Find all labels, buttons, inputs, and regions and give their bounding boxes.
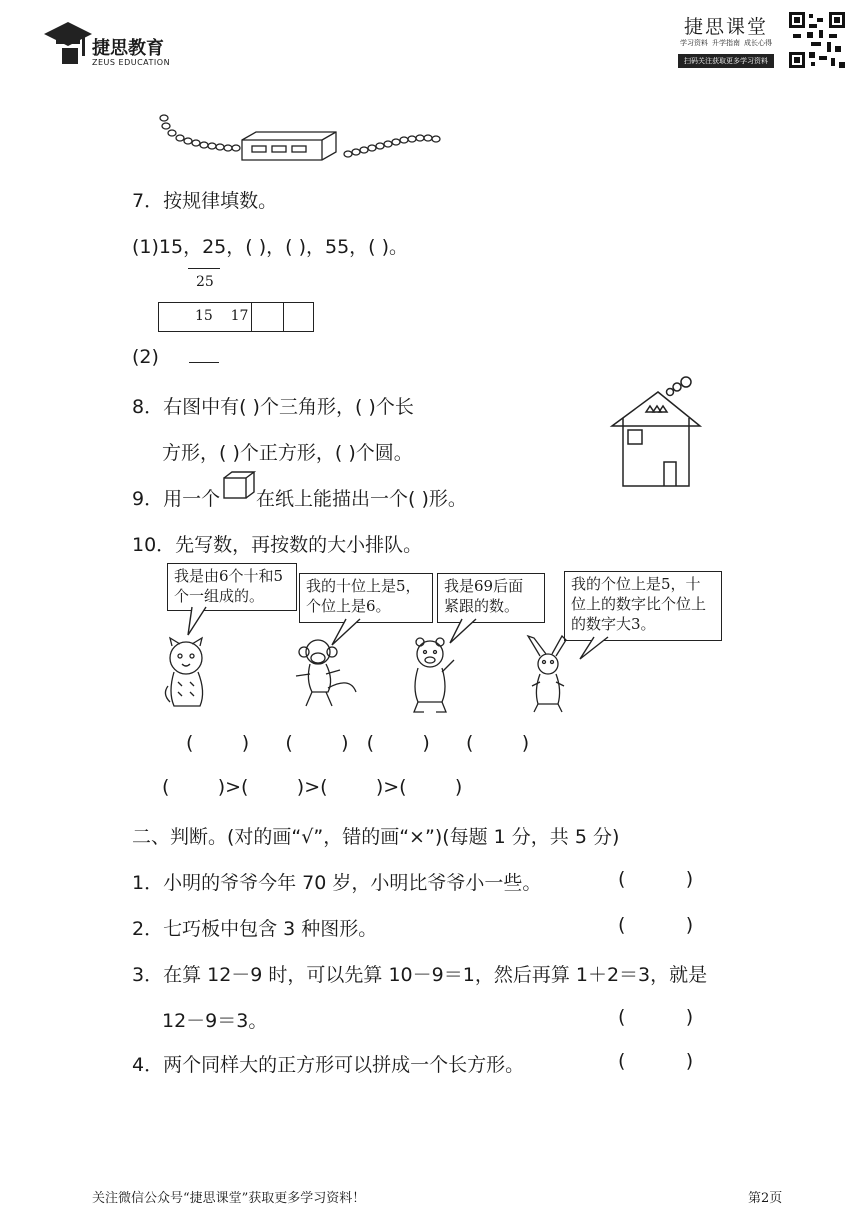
brand-tag-2: 升学指南 [712, 39, 740, 47]
logo-subtext: ZEUS EDUCATION [92, 58, 171, 67]
q8-line2: 方形，( )个正方形，( )个圆。 [162, 442, 413, 464]
q10-order-row: ( )>( )>( )>( ) [162, 776, 463, 798]
judge-paren-4: ( ) [618, 1050, 694, 1072]
tiger-icon [165, 638, 202, 706]
judge-item-4: 4．两个同样大的正方形可以拼成一个长方形。 [132, 1054, 525, 1076]
q7-part2-label: (2) [132, 346, 159, 368]
q10-answer-row: ( ) ( ) ( ) ( ) [186, 732, 530, 754]
q7-box-row [158, 302, 314, 332]
judge-paren-1: ( ) [618, 868, 694, 890]
q7-abacus [158, 268, 318, 334]
speech-bubble-1: 我是由6个十和5个一组成的。 [167, 563, 297, 611]
qr-code-icon [789, 12, 845, 68]
brand-banner: 扫码关注获取更多学习资料 [678, 54, 774, 68]
judge-item-3: 3．在算 12－9 时，可以先算 10－9＝1，然后再算 1＋2＝3，就是 [132, 964, 708, 986]
q7-part1: (1)15，25，( )，( )，55，( )。 [132, 236, 409, 258]
monkey-icon [296, 640, 356, 706]
q7-box-numbers: 15 17 [195, 308, 249, 324]
q7-box-divider-1 [251, 303, 252, 331]
judge-paren-2: ( ) [618, 914, 694, 936]
judge-item-2: 2．七巧板中包含 3 种图形。 [132, 918, 378, 940]
q10-title: 10．先写数，再按数的大小排队。 [132, 534, 423, 556]
q7-top-number: 25 [196, 274, 214, 290]
bear-icon [414, 638, 454, 712]
logo-text: 捷思教育 [92, 38, 164, 59]
brand-tag-3: 成长心得 [744, 39, 772, 47]
brand-block [678, 12, 778, 72]
judge-item-3-cont: 12－9＝3。 [162, 1010, 268, 1032]
q9-suffix: 在纸上能描出一个( )形。 [256, 488, 467, 510]
page-number: 第2页 [748, 1191, 783, 1206]
q7-top-line [188, 268, 220, 269]
q7-box-divider-2 [283, 303, 284, 331]
speech-bubble-2: 我的十位上是5，个位上是6。 [299, 573, 433, 623]
section2-title: 二、判断。(对的画“√”，错的画“×”)(每题 1 分，共 5 分) [132, 826, 620, 848]
house-figure [606, 376, 706, 492]
q7-part2-blank [189, 362, 219, 363]
q7-title: 7．按规律填数。 [132, 190, 278, 212]
logo [42, 20, 182, 70]
judge-item-1: 1．小明的爷爷今年 70 岁，小明比爷爷小一些。 [132, 872, 542, 894]
speech-bubble-3: 我是69后面紧跟的数。 [437, 573, 545, 623]
q8-line1: 8．右图中有( )个三角形，( )个长 [132, 396, 414, 418]
cube-icon [222, 470, 256, 500]
animal-illustrations [160, 636, 680, 716]
brand-title: 捷思课堂 [684, 16, 769, 38]
q9-prefix: 9．用一个 [132, 488, 221, 510]
bead-necklace-illustration [158, 108, 458, 168]
rabbit-icon [528, 636, 566, 712]
brand-tag-1: 学习资料 [680, 39, 708, 47]
footer-promo: 关注微信公众号“捷思课堂”获取更多学习资料！ [92, 1191, 366, 1206]
speech-bubble-4: 我的个位上是5，十位上的数字比个位上的数字大3。 [564, 571, 722, 641]
judge-paren-3: ( ) [618, 1006, 694, 1028]
